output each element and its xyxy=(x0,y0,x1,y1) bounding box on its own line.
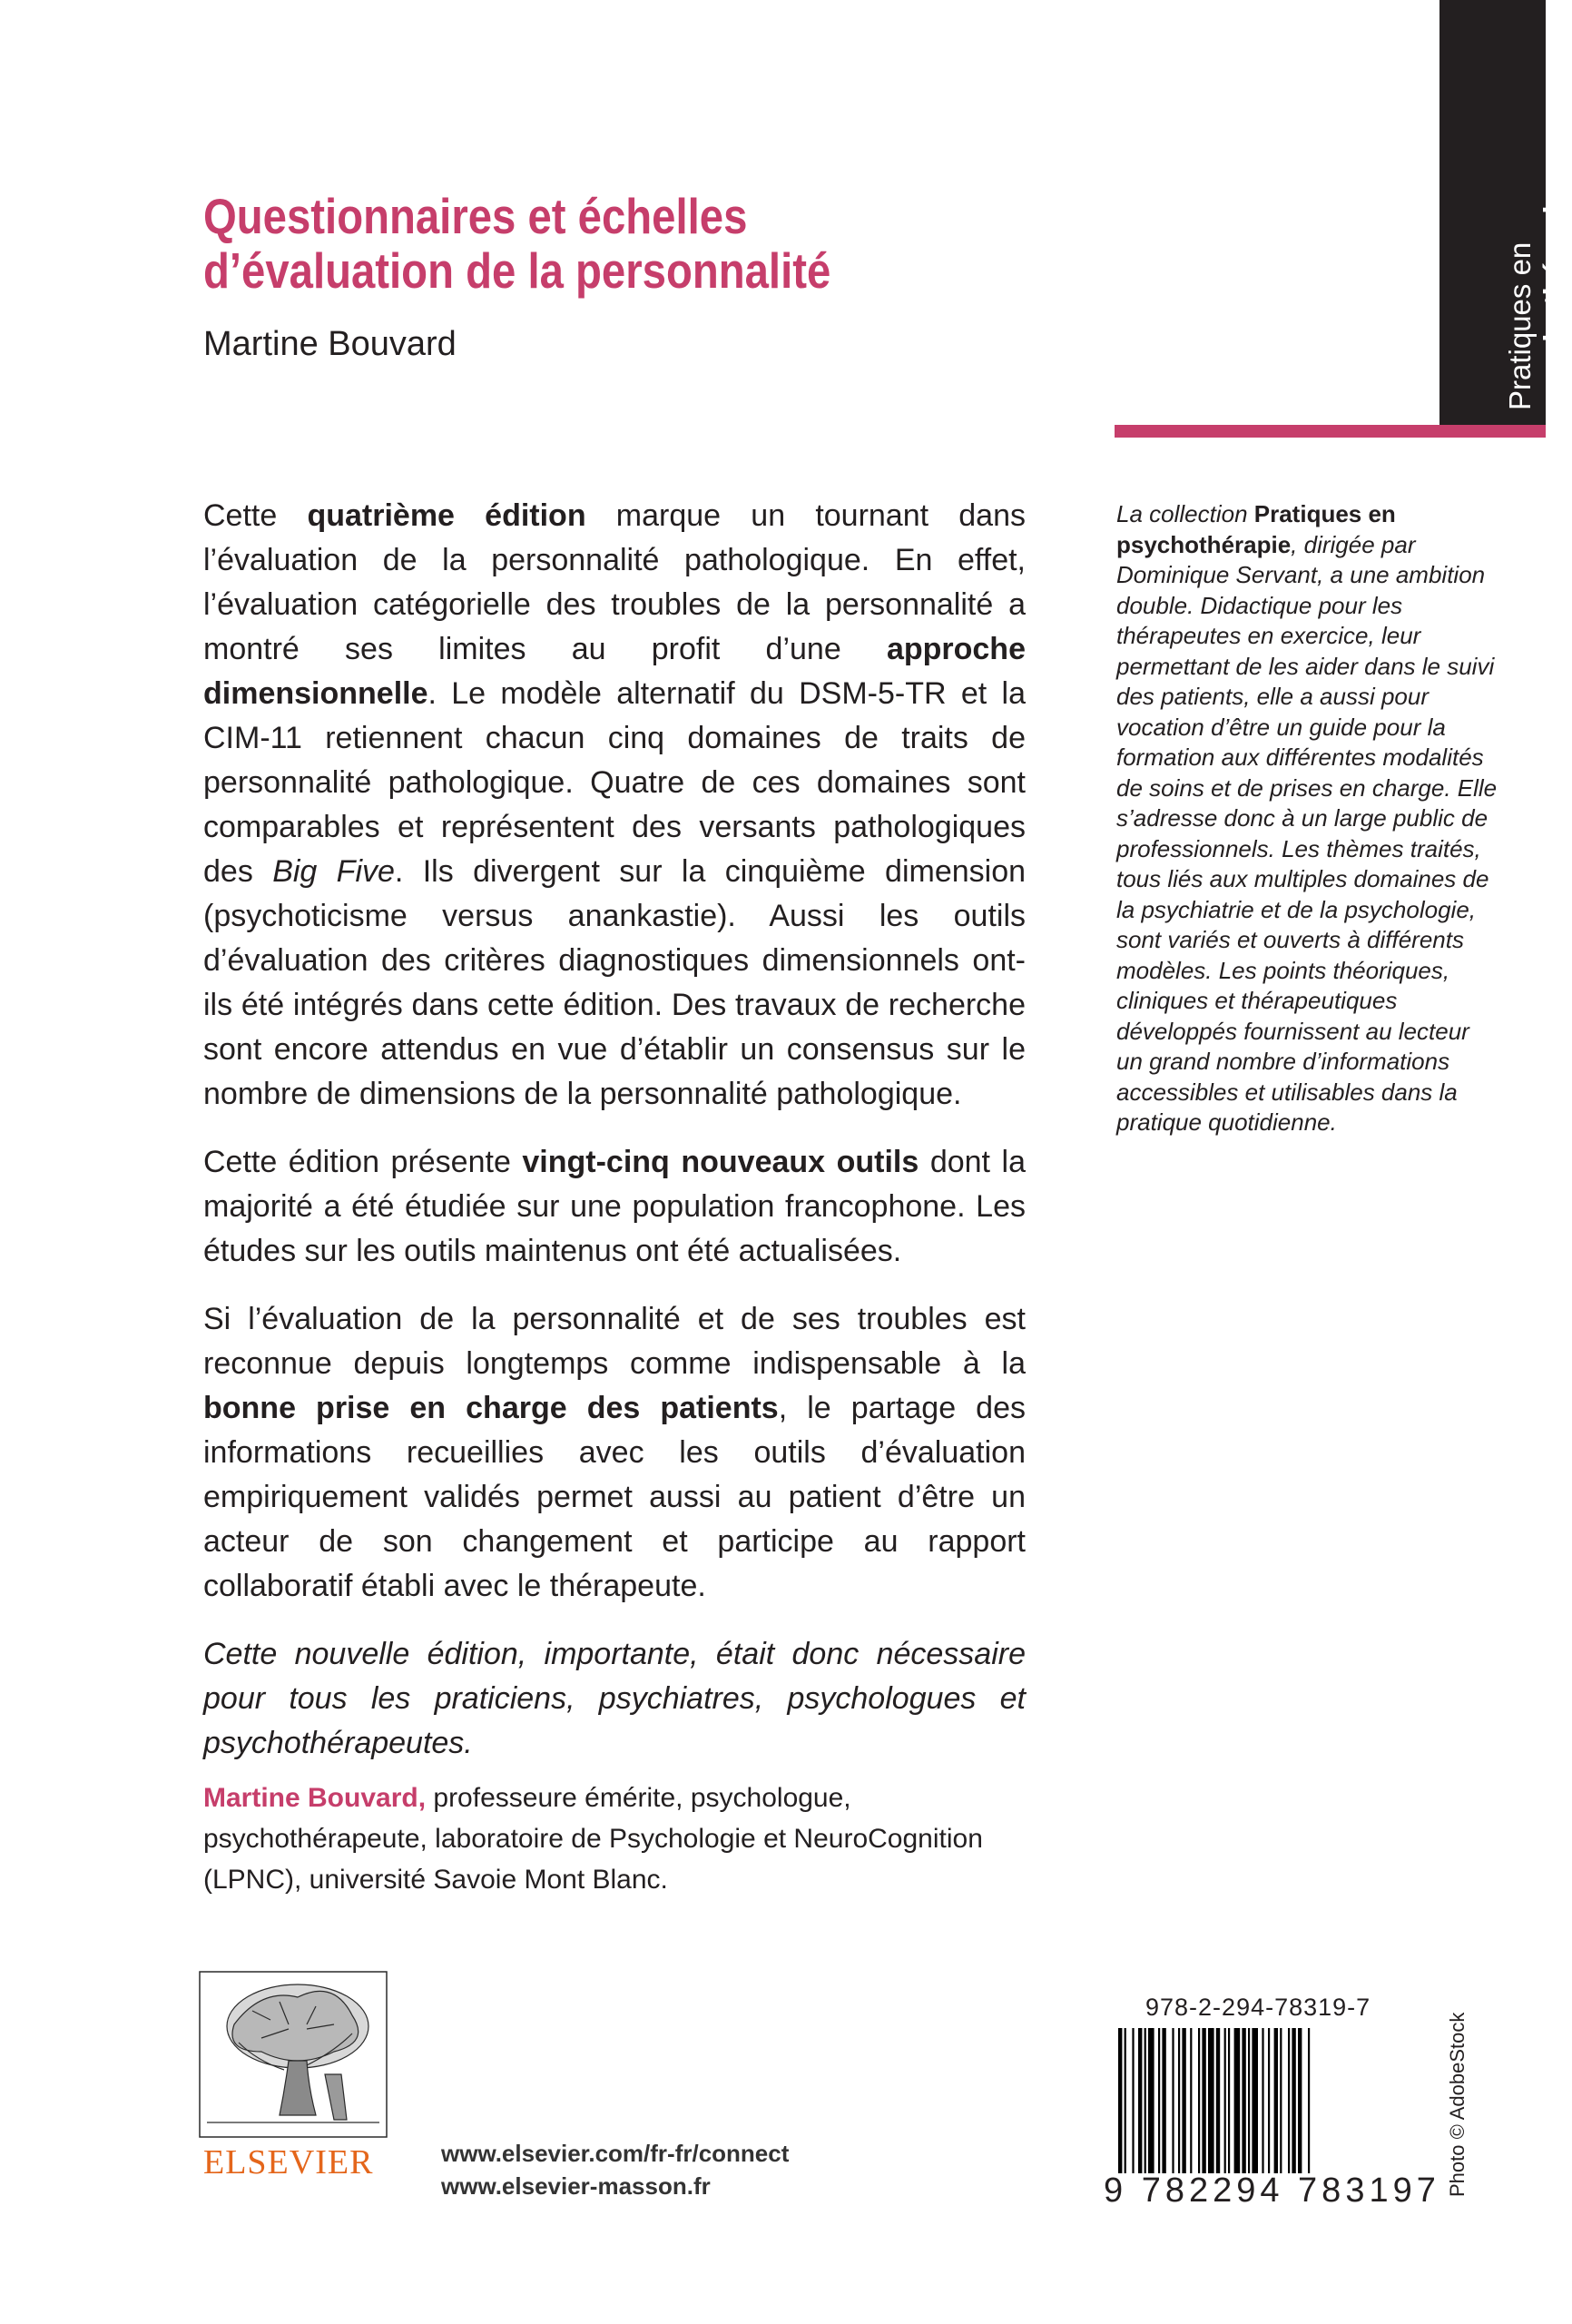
p2-bold: vingt-cinq nouveaux outils xyxy=(522,1145,919,1179)
barcode-bar xyxy=(1268,2028,1270,2173)
barcode-bar xyxy=(1138,2028,1142,2173)
barcode-bar xyxy=(1292,2028,1295,2173)
barcode-bar xyxy=(1274,2028,1278,2173)
barcode-bar xyxy=(1125,2028,1126,2173)
p2-text: Cette édition présente xyxy=(203,1145,523,1179)
p3-bold: bonne prise en charge des patients xyxy=(203,1391,779,1425)
bio-name: Martine Bouvard, xyxy=(203,1783,427,1813)
photo-credit: Photo © AdobeStock xyxy=(1446,2012,1469,2197)
p1-italic: Big Five xyxy=(272,854,395,889)
p1-text: Cette xyxy=(203,498,308,533)
barcode-bar xyxy=(1208,2028,1214,2173)
collection-description xyxy=(1116,499,1498,1138)
barcode-bar xyxy=(1288,2028,1290,2173)
title-line-1: Questionnaires et échelles xyxy=(203,188,748,244)
barcode-bar xyxy=(1178,2028,1180,2173)
publisher-name: ELSEVIER xyxy=(203,2143,374,2181)
barcode-bar xyxy=(1252,2028,1258,2173)
p4-italic: Cette nouvelle édition, importante, était donc nécessaire pour tous les praticiens, psychiatres, psychologues et psychothérapeutes. xyxy=(203,1637,1026,1760)
barcode-bar xyxy=(1118,2028,1122,2173)
barcode-bar xyxy=(1172,2028,1174,2173)
collection-tab xyxy=(1439,0,1571,425)
elsevier-tree-logo xyxy=(198,1970,388,2139)
barcode-bar xyxy=(1148,2028,1154,2173)
p1-text: marque un tournant dans l’évaluation de la personnalité pathologique. En effet, l’évaluation catégorielle des troubles de la personnalité a montré ses limites au profit d’une xyxy=(203,498,1027,666)
barcode-bar xyxy=(1308,2028,1310,2173)
p1-bold-1: quatrième édition xyxy=(307,498,586,533)
title-line-2: d’évaluation de la personnalité xyxy=(203,242,831,299)
paragraph-4 xyxy=(203,1632,1026,1766)
barcode-bar xyxy=(1202,2028,1205,2173)
barcode-bar xyxy=(1224,2028,1226,2173)
barcode-bar xyxy=(1280,2028,1282,2173)
barcode-bar xyxy=(1162,2028,1165,2173)
barcode-bar xyxy=(1248,2028,1250,2173)
barcode-bar xyxy=(1190,2028,1192,2173)
collection-label xyxy=(1503,189,1572,410)
publisher-urls xyxy=(441,2137,789,2202)
paragraph-3 xyxy=(203,1297,1026,1609)
publisher-url-2[interactable]: www.elsevier-masson.fr xyxy=(441,2172,711,2200)
paragraph-2 xyxy=(203,1140,1026,1274)
book-title xyxy=(203,189,984,298)
side-text: , dirigée par Dominique Servant, a une ambition double. Didactique pour les thérapeutes en exercice, leur permettant de les aider dans le suivi des patients, elle a aussi pour vocation d’être un guide pour la formation aux différentes modalités de soins et de prises en charge. Elle s’adresse donc à un large public de professionnels. Les thèmes traités, tous liés aux multiples domaines de la psychiatrie et de la psychologie, sont variés et ouverts à différents modèles. Les points théoriques, cliniques et thérapeutiques développés fournissent au lecteur un grand nombre d’informations accessibles et utilisables dans la pratique quotidienne. xyxy=(1116,530,1498,1136)
p3-text: , le partage des informations recueillies avec les outils d’évaluation empiriquement validés permet aussi au patient d’être un acteur de son changement et participe au rapport collaboratif établi avec le thérapeute. xyxy=(203,1391,1026,1603)
paragraph-1 xyxy=(203,494,1026,1117)
barcode-bar xyxy=(1242,2028,1245,2173)
p1-text: . Le modèle alternatif du DSM-5-TR et la CIM-11 retiennent chacun cinq domaines de traits de personnalité pathologique. Quatre de ces domaines sont comparables et représentent des versants pathologiques des xyxy=(203,676,1026,889)
p1-bold-2: approche dimensionnelle xyxy=(203,632,1026,711)
isbn: 978-2-294-78319-7 xyxy=(1145,1994,1371,2021)
barcode-bar xyxy=(1145,2028,1146,2173)
barcode-number: 9 782294 783197 xyxy=(1104,2171,1440,2210)
barcode-bar xyxy=(1262,2028,1263,2173)
author-name: Martine Bouvard xyxy=(203,325,457,363)
barcode-bar xyxy=(1228,2028,1230,2173)
p2-text: dont la majorité a été étudiée sur une population francophone. Les études sur les outils maintenus ont été actualisées. xyxy=(203,1145,1026,1268)
barcode-bar xyxy=(1298,2028,1302,2173)
p3-text: Si l’évaluation de la personnalité et de ses troubles est reconnue depuis longtemps comme indispensable à la xyxy=(203,1302,1026,1381)
barcode-bar xyxy=(1132,2028,1134,2173)
barcode-bar xyxy=(1158,2028,1160,2173)
side-collection-name: Pratiques en psychothérapie xyxy=(1116,500,1396,558)
barcode-bar xyxy=(1216,2028,1220,2173)
author-bio xyxy=(203,1777,1026,1900)
bio-text: professeure émérite, psychologue, psychothérapeute, laboratoire de Psychologie et NeuroCognition (LPNC), université Savoie Mont Blanc. xyxy=(203,1783,983,1895)
main-text xyxy=(203,494,1026,1789)
barcode xyxy=(1115,2028,1387,2173)
barcode-bar xyxy=(1198,2028,1200,2173)
barcode-bar xyxy=(1182,2028,1185,2173)
accent-bar xyxy=(1115,425,1546,438)
p1-text: . Ils divergent sur la cinquième dimension (psychoticisme versus anankastie). Aussi les outils d’évaluation des critères diagnostiques dimensionnels ont-ils été intégrés dans cette édition. Des travaux de recherche sont encore attendus en vue d’établir un consensus sur le nombre de dimensions de la personnalité pathologique. xyxy=(203,854,1027,1111)
publisher-url-1[interactable]: www.elsevier.com/fr-fr/connect xyxy=(441,2140,790,2167)
collection-label-line2: psychothérapie xyxy=(1538,189,1571,410)
side-text: La collection xyxy=(1116,500,1254,527)
barcode-bar xyxy=(1234,2028,1241,2173)
collection-label-line1: Pratiques en xyxy=(1503,241,1537,410)
